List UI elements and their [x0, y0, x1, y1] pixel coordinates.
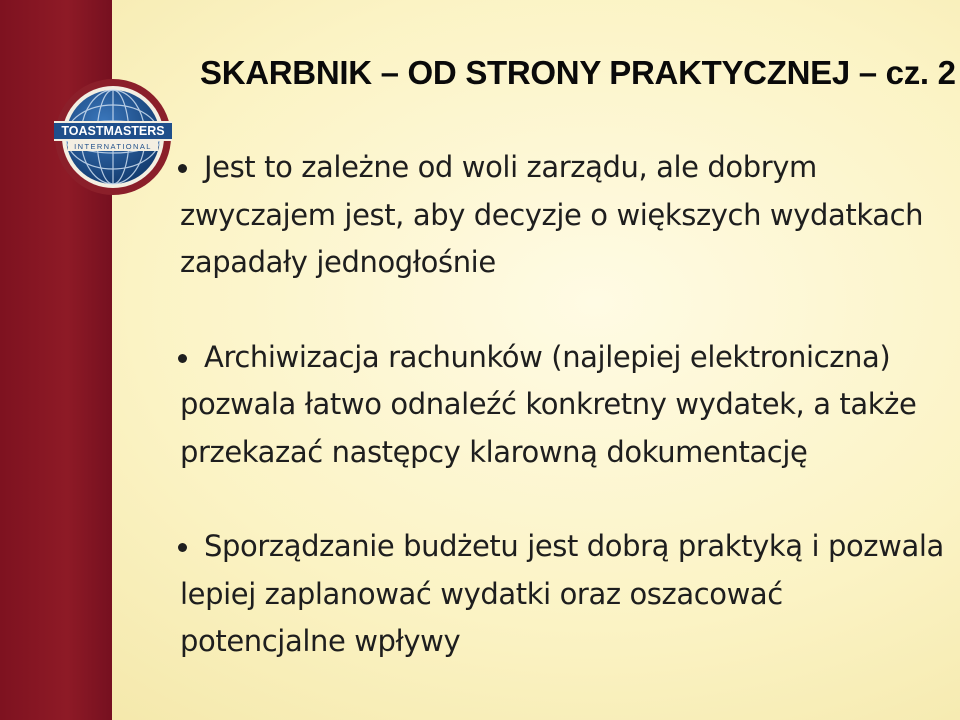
bullet-dot-icon	[178, 164, 187, 173]
bullet-item	[180, 523, 950, 666]
bullet-text: Sporządzanie budżetu jest dobrą praktyką i pozwala lepiej zaplanować wydatki oraz oszacować potencjalne wpływy	[180, 529, 944, 658]
bullet-item	[180, 144, 950, 287]
bullet-dot-icon	[178, 543, 187, 552]
bullet-text: Jest to zależne od woli zarządu, ale dobrym zwyczajem jest, aby decyzje o większych wydatkach zapadały jednogłośnie	[180, 150, 924, 279]
bullet-text: Archiwizacja rachunków (najlepiej elektroniczna) pozwala łatwo odnaleźć konkretny wydatek, a także przekazać następcy klarowną dokumentację	[180, 339, 917, 469]
slide-title: SKARBNIK – OD STRONY PRAKTYCZNEJ – cz. 2	[200, 54, 956, 91]
logo-text-sub: INTERNATIONAL	[74, 142, 152, 151]
bullet-dot-icon	[178, 354, 187, 363]
bullet-list	[180, 144, 950, 666]
bullet-item	[180, 334, 950, 477]
logo-text-main: TOASTMASTERS	[61, 124, 165, 138]
toastmasters-logo	[54, 78, 172, 196]
